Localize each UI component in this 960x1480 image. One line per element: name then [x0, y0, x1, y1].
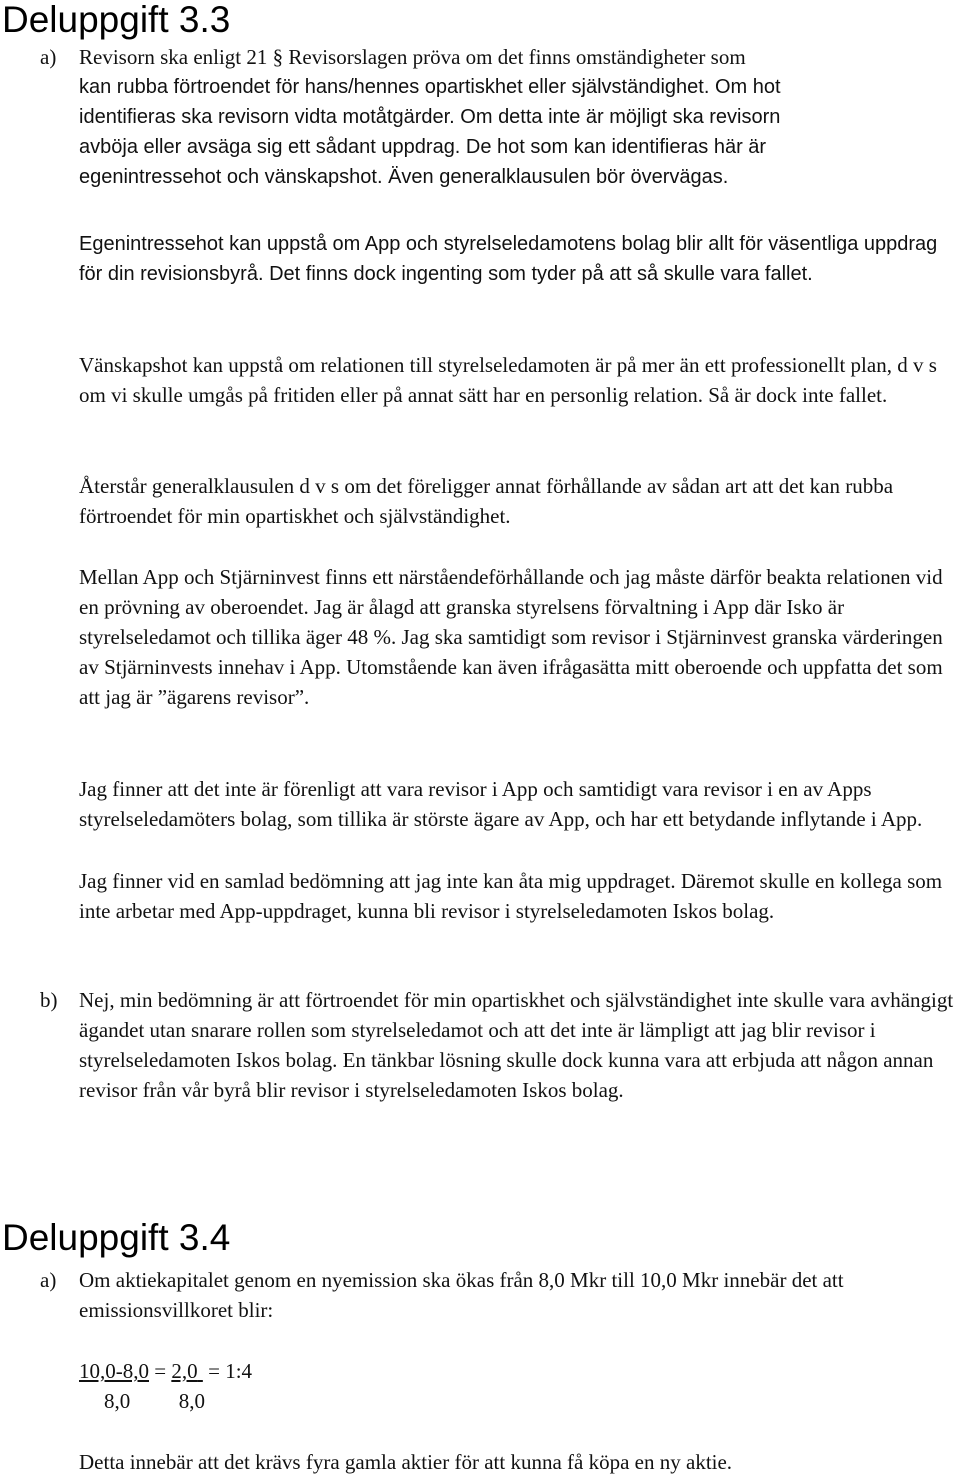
paragraph-narstaende: Mellan App och Stjärninvest finns ett närståendeförhållande och jag måste därför beakta relationen vid en prövning av oberoendet. Jag är ålagd att granska styrelsens förvaltning i App där Isko är styrelseledamot och tillika äger 48 %. Jag ska samtidigt som revisor i Stjärninvest granska värderingen av Stjärninvests innehav i App. Utomstående kan även ifrågasätta mitt oberoende och uppfatta det som att jag är ”ägarens revisor”.: [79, 565, 943, 709]
equals-sign: =: [208, 1359, 220, 1383]
paragraph-generalklausul: Återstår generalklausulen d v s om det föreligger annat förhållande av sådan art att det kan rubba förtroendet för min opartiskhet och självständighet.: [79, 474, 894, 528]
text-line: avböja eller avsäga sig ett sådant uppdrag. De hot som kan identifieras här är: [79, 136, 767, 158]
paragraph-bedomning-2: Jag finner vid en samlad bedömning att jag inte kan åta mig uppdraget. Däremot skulle en kollega som inte arbetar med App-uppdraget, kunna bli revisor i styrelseledamoten Iskos bolag.: [79, 869, 943, 923]
text-line: egenintressehot och vänskapshot. Även generalklausulen bör övervägas.: [79, 166, 729, 188]
text-line: kan rubba förtroendet för hans/hennes opartiskhet eller självständighet. Om hot: [79, 76, 781, 98]
section-heading-3-4: Deluppgift 3.4: [2, 1217, 231, 1258]
paragraph-revisorslagen: [79, 42, 959, 192]
fraction-denominator-1: 8,0: [104, 1389, 131, 1413]
fraction-numerator-2: 2,0: [171, 1359, 198, 1383]
item-marker-a-2: a): [40, 1268, 57, 1292]
fraction-denominator-2: 8,0: [178, 1389, 205, 1413]
paragraph-bedomning-1: Jag finner att det inte är förenligt att vara revisor i App och samtidigt vara revisor i en av Apps styrelseledamöters bolag, som tillika är störste ägare av App, och har ett betydande inflytande i App.: [79, 777, 923, 831]
text-line: identifieras ska revisorn vidta motåtgärder. Om detta inte är möjligt ska revisorn: [79, 106, 781, 128]
paragraph-conclusion: Detta innebär att det krävs fyra gamla aktier för att kunna få köpa en ny aktie.: [79, 1450, 733, 1474]
fraction-numerator-row: [79, 1356, 252, 1386]
section-heading-3-3: Deluppgift 3.3: [2, 0, 231, 40]
paragraph-egenintressehot: Egenintressehot kan uppstå om App och styrelseledamotens bolag blir allt för väsentliga uppdrag för din revisionsbyrå. Det finns dock ingenting som tyder på att så skulle vara fallet.: [79, 233, 938, 285]
item-marker-a: a): [40, 45, 57, 69]
equals-sign: =: [154, 1359, 167, 1383]
paragraph-vanskapshot: Vänskapshot kan uppstå om relationen till styrelseledamoten är på mer än ett professionellt plan, d v s om vi skulle umgås på fritiden eller på annat sätt har en personlig relation. Så är dock inte fallet.: [79, 353, 937, 407]
ratio-value: 1:4: [225, 1359, 253, 1383]
fraction-numerator-1: 10,0-8,0: [79, 1359, 149, 1383]
text-line: Revisorn ska enligt 21 § Revisorslagen pröva om det finns omständigheter som: [79, 45, 746, 69]
fraction-denominator-row: [104, 1386, 205, 1416]
paragraph-aktiekapital: Om aktiekapitalet genom en nyemission ska ökas från 8,0 Mkr till 10,0 Mkr innebär det att emissionsvillkoret blir:: [79, 1268, 844, 1322]
paragraph-answer-b: Nej, min bedömning är att förtroendet för min opartiskhet och självständighet inte skulle vara avhängigt ägandet utan snarare rollen som styrelseledamot och att det inte är lämpligt att jag blir revisor i styrelseledamoten Iskos bolag. En tänkbar lösning skulle dock kunna vara att erbjuda att någon annan revisor från vår byrå blir revisor i styrelseledamoten Iskos bolag.: [79, 988, 954, 1102]
item-marker-b: b): [40, 988, 58, 1012]
